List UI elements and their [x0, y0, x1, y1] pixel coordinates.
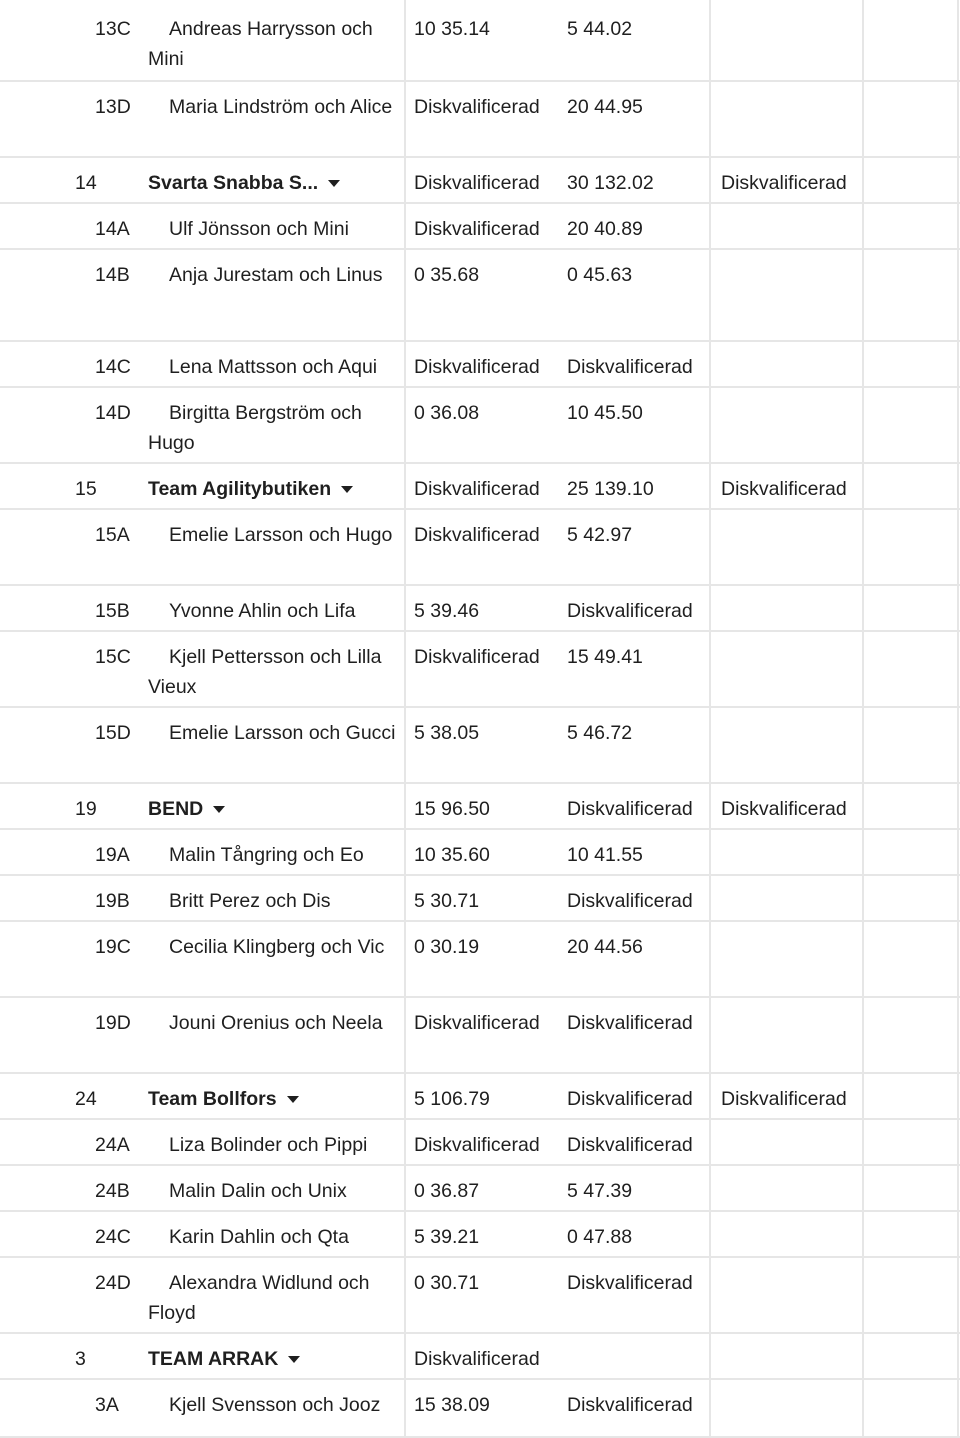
result-r1: 5 39.21 — [414, 1226, 480, 1248]
result-r2: 0 47.88 — [567, 1226, 633, 1248]
handler-dog-name: Emelie Larsson och Hugo — [169, 524, 393, 546]
result-r1: Diskvalificerad — [414, 218, 540, 240]
result-r2: 20 44.56 — [567, 936, 643, 958]
start-number: 19 — [75, 798, 97, 820]
result-r2: 10 41.55 — [567, 844, 643, 866]
result-r2: 5 46.72 — [567, 722, 633, 744]
start-number: 3 — [75, 1348, 86, 1370]
result-r2: 5 42.97 — [567, 524, 633, 546]
result-r1: 15 96.50 — [414, 798, 490, 820]
result-r1: 0 30.71 — [414, 1272, 480, 1294]
handler-dog-name: Cecilia Klingberg och Vic — [169, 936, 385, 958]
result-r1: Diskvalificerad — [414, 478, 540, 500]
result-r3: Diskvalificerad — [721, 798, 847, 820]
handler-dog-name: Yvonne Ahlin och Lifa — [169, 600, 356, 622]
result-r1: 5 106.79 — [414, 1088, 490, 1110]
team-name[interactable]: Svarta Snabba S... — [148, 168, 403, 198]
team-row — [0, 1074, 960, 1120]
result-r1: 5 39.46 — [414, 600, 480, 622]
result-r2: Diskvalificerad — [567, 600, 693, 622]
start-number: 15B — [95, 600, 130, 622]
result-r2: 0 45.63 — [567, 264, 633, 286]
result-r2: 30 132.02 — [567, 172, 654, 194]
handler-dog-name: Maria Lindström och Alice — [169, 96, 393, 118]
dropdown-caret-icon[interactable] — [341, 486, 353, 493]
start-number: 19D — [95, 1012, 131, 1034]
table-row — [0, 1212, 960, 1258]
table-row — [0, 1120, 960, 1166]
result-r3: Diskvalificerad — [721, 172, 847, 194]
table-row — [0, 586, 960, 632]
result-r2: 10 45.50 — [567, 402, 643, 424]
table-row — [0, 922, 960, 998]
result-r1: Diskvalificerad — [414, 172, 540, 194]
result-r2: Diskvalificerad — [567, 1012, 693, 1034]
handler-dog-name: Kjell Svensson och Jooz — [169, 1394, 381, 1416]
handler-dog-name: Emelie Larsson och Gucci — [169, 722, 396, 744]
result-r1: 0 36.87 — [414, 1180, 480, 1202]
result-r1: 10 35.14 — [414, 18, 490, 40]
result-r2: Diskvalificerad — [567, 1088, 693, 1110]
dropdown-caret-icon[interactable] — [287, 1096, 299, 1103]
start-number: 19A — [95, 844, 130, 866]
start-number: 15A — [95, 524, 130, 546]
dropdown-caret-icon[interactable] — [213, 806, 225, 813]
result-r1: Diskvalificerad — [414, 1012, 540, 1034]
table-row — [0, 82, 960, 158]
start-number: 3A — [95, 1394, 119, 1416]
team-name[interactable]: TEAM ARRAK — [148, 1344, 403, 1374]
handler-dog-name: Malin Dalin och Unix — [169, 1180, 347, 1202]
result-r1: 0 30.19 — [414, 936, 480, 958]
handler-dog-name: Jouni Orenius och Neela — [169, 1012, 383, 1034]
result-r2: Diskvalificerad — [567, 1134, 693, 1156]
table-row — [0, 632, 960, 708]
start-number: 19C — [95, 936, 131, 958]
handler-dog-name: Karin Dahlin och Qta — [169, 1226, 349, 1248]
table-row — [0, 830, 960, 876]
start-number: 13C — [95, 18, 131, 40]
team-row — [0, 784, 960, 830]
result-r2: 15 49.41 — [567, 646, 643, 668]
table-row — [0, 1166, 960, 1212]
table-row — [0, 250, 960, 342]
result-r1: Diskvalificerad — [414, 96, 540, 118]
start-number: 24C — [95, 1226, 131, 1248]
handler-dog-name: Anja Jurestam och Linus — [169, 264, 383, 286]
start-number: 24B — [95, 1180, 130, 1202]
result-r2: 5 47.39 — [567, 1180, 633, 1202]
result-r1: Diskvalificerad — [414, 356, 540, 378]
result-r1: Diskvalificerad — [414, 646, 540, 668]
start-number: 13D — [95, 96, 131, 118]
table-row — [0, 876, 960, 922]
result-r2: 20 44.95 — [567, 96, 643, 118]
start-number: 14D — [95, 402, 131, 424]
result-r2: 25 139.10 — [567, 478, 654, 500]
dropdown-caret-icon[interactable] — [288, 1356, 300, 1363]
table-row — [0, 1258, 960, 1334]
handler-dog-name: Kjell Pettersson och Lilla Vieux — [148, 646, 382, 698]
result-r2: Diskvalificerad — [567, 1394, 693, 1416]
start-number: 14A — [95, 218, 130, 240]
result-r2: 20 40.89 — [567, 218, 643, 240]
result-r3: Diskvalificerad — [721, 1088, 847, 1110]
start-number: 14B — [95, 264, 130, 286]
table-row — [0, 1380, 960, 1438]
handler-dog-name: Lena Mattsson och Aqui — [169, 356, 378, 378]
start-number: 15D — [95, 722, 131, 744]
result-r2: Diskvalificerad — [567, 890, 693, 912]
table-row — [0, 998, 960, 1074]
handler-dog-name: Malin Tångring och Eo — [169, 844, 364, 866]
team-name[interactable]: BEND — [148, 794, 403, 824]
result-r1: 5 30.71 — [414, 890, 480, 912]
team-name[interactable]: Team Agilitybutiken — [148, 474, 403, 504]
result-r1: Diskvalificerad — [414, 524, 540, 546]
handler-dog-name: Andreas Harrysson och Mini — [148, 18, 373, 70]
result-r2: 5 44.02 — [567, 18, 633, 40]
result-r1: 0 36.08 — [414, 402, 480, 424]
table-row — [0, 388, 960, 464]
result-r1: 5 38.05 — [414, 722, 480, 744]
table-row — [0, 510, 960, 586]
result-r3: Diskvalificerad — [721, 478, 847, 500]
start-number: 19B — [95, 890, 130, 912]
start-number: 24A — [95, 1134, 130, 1156]
team-row — [0, 158, 960, 204]
table-row — [0, 708, 960, 784]
result-r1: 15 38.09 — [414, 1394, 490, 1416]
team-row — [0, 1334, 960, 1380]
table-row — [0, 204, 960, 250]
table-row — [0, 342, 960, 388]
table-row — [0, 4, 960, 82]
handler-dog-name: Britt Perez och Dis — [169, 890, 331, 912]
start-number: 14C — [95, 356, 131, 378]
handler-dog-name: Ulf Jönsson och Mini — [169, 218, 349, 240]
handler-dog-name: Liza Bolinder och Pippi — [169, 1134, 368, 1156]
result-r1: 10 35.60 — [414, 844, 490, 866]
result-r1: Diskvalificerad — [414, 1348, 540, 1370]
start-number: 15 — [75, 478, 97, 500]
start-number: 14 — [75, 172, 97, 194]
result-r1: Diskvalificerad — [414, 1134, 540, 1156]
start-number: 24 — [75, 1088, 97, 1110]
handler-dog-name: Alexandra Widlund och Floyd — [148, 1272, 370, 1324]
result-r2: Diskvalificerad — [567, 798, 693, 820]
result-r1: 0 35.68 — [414, 264, 480, 286]
team-row — [0, 464, 960, 510]
start-number: 24D — [95, 1272, 131, 1294]
team-name[interactable]: Team Bollfors — [148, 1084, 403, 1114]
start-number: 15C — [95, 646, 131, 668]
handler-dog-name: Birgitta Bergström och Hugo — [148, 402, 362, 454]
result-r2: Diskvalificerad — [567, 356, 693, 378]
dropdown-caret-icon[interactable] — [328, 180, 340, 187]
result-r2: Diskvalificerad — [567, 1272, 693, 1294]
